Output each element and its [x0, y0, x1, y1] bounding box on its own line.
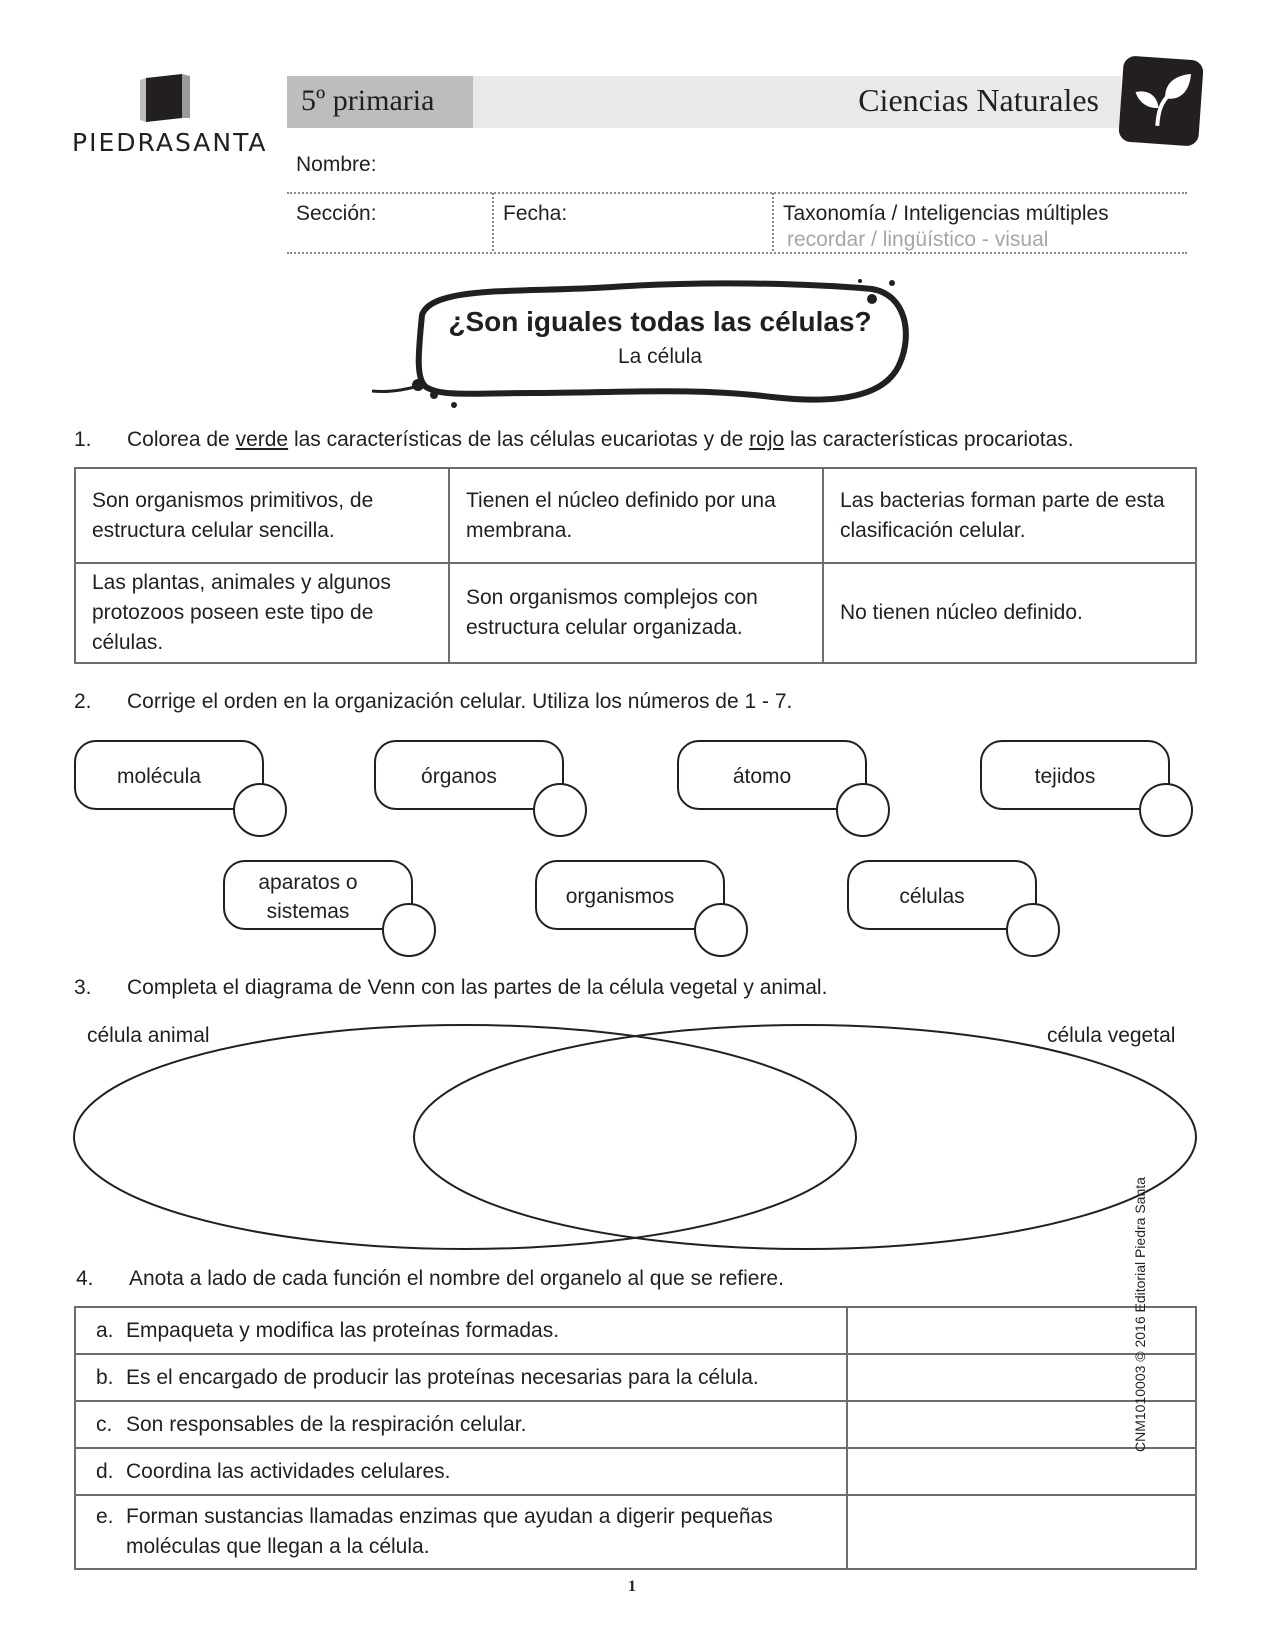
- question-text: Corrige el orden en la organización celular. Utiliza los números de 1 - 7.: [127, 690, 793, 713]
- question-3: [74, 976, 1194, 1006]
- ink-dot: [867, 294, 877, 304]
- question-text: [127, 428, 1074, 452]
- function-cell: [75, 1448, 847, 1495]
- copyright-note: CNM1010003 © 2016 Editorial Piedra Santa: [1132, 1177, 1148, 1452]
- row-letter: b.: [96, 1365, 114, 1389]
- level-label: organismos: [565, 885, 675, 908]
- function-text: Son responsables de la respiración celular.: [126, 1412, 527, 1436]
- function-text: Es el encargado de producir las proteínas necesarias para la célula.: [126, 1365, 759, 1389]
- question-number: 2.: [74, 690, 92, 713]
- publisher-name: PIEDRASANTA: [72, 128, 268, 157]
- grade-box: [287, 76, 473, 128]
- answer-cell[interactable]: [847, 1448, 1196, 1495]
- function-text: Coordina las actividades celulares.: [126, 1459, 451, 1483]
- venn-circle-animal: [74, 1025, 856, 1249]
- function-cell: [75, 1401, 847, 1448]
- characteristic-cell[interactable]: Tienen el núcleo definido por una membrana.: [449, 468, 823, 563]
- subject-badge: [1118, 55, 1204, 146]
- ink-dot: [858, 279, 862, 283]
- function-cell: [75, 1307, 847, 1354]
- nombre-label: Nombre:: [296, 153, 377, 176]
- question-number: 4.: [76, 1267, 94, 1290]
- level-label: células: [899, 885, 965, 908]
- ink-dot: [412, 379, 424, 391]
- level-label: órganos: [421, 765, 497, 788]
- subject-bar: [473, 76, 1121, 128]
- subject-title: Ciencias Naturales: [858, 82, 1099, 118]
- characteristic-cell[interactable]: Las plantas, animales y algunos protozoos poseen este tipo de células.: [75, 563, 449, 663]
- red-word: rojo: [749, 428, 785, 451]
- characteristic-cell[interactable]: No tienen núcleo definido.: [823, 563, 1196, 663]
- level-label: tejidos: [1034, 765, 1096, 788]
- seccion-label: Sección:: [296, 202, 377, 225]
- characteristics-table: [74, 467, 1197, 664]
- book-icon: [72, 72, 272, 124]
- venn-circle-vegetal: [414, 1025, 1196, 1249]
- number-circle[interactable]: [1006, 903, 1060, 957]
- fecha-label: Fecha:: [503, 202, 568, 225]
- number-circle[interactable]: [233, 783, 287, 837]
- venn-diagram[interactable]: [73, 1021, 1198, 1253]
- text-part: Colorea de: [127, 428, 236, 451]
- function-text: Forman sustancias llamadas enzimas que ayudan a digerir pequeñas moléculas que llegan a la célula.: [126, 1505, 773, 1558]
- level-label: molécula: [116, 765, 202, 788]
- function-cell: [75, 1495, 847, 1569]
- question-text: Completa el diagrama de Venn con las partes de la célula vegetal y animal.: [127, 976, 828, 999]
- level-label: aparatos o: [258, 871, 358, 894]
- row-letter: d.: [96, 1459, 114, 1483]
- divider: [772, 193, 774, 251]
- divider: [492, 193, 494, 251]
- number-circle[interactable]: [1139, 783, 1193, 837]
- title-frame: [372, 265, 932, 415]
- venn-label-vegetal: célula vegetal: [1047, 1024, 1176, 1047]
- number-circle[interactable]: [533, 783, 587, 837]
- question-number: 1.: [74, 428, 92, 451]
- question-1: [74, 428, 1194, 458]
- worksheet-title: ¿Son iguales todas las células?: [448, 306, 872, 337]
- ink-dot: [430, 391, 438, 399]
- taxonomia-value: recordar / lingüístico - visual: [787, 228, 1049, 251]
- worksheet-subtitle: La célula: [617, 345, 703, 368]
- characteristic-cell[interactable]: Las bacterias forman parte de esta clasificación celular.: [823, 468, 1196, 563]
- function-cell: [75, 1354, 847, 1401]
- page-number: 1: [628, 1578, 636, 1595]
- number-circle[interactable]: [382, 903, 436, 957]
- level-label: sistemas: [266, 900, 350, 923]
- publisher-logo: [72, 72, 272, 162]
- number-circle[interactable]: [836, 783, 890, 837]
- taxonomia-label: Taxonomía / Inteligencias múltiples: [783, 202, 1109, 225]
- function-text: Empaqueta y modifica las proteínas formadas.: [126, 1318, 560, 1342]
- organelle-table: [74, 1306, 1197, 1570]
- question-number: 3.: [74, 976, 92, 999]
- question-4: [76, 1267, 1196, 1297]
- text-part: las características procariotas.: [784, 428, 1074, 451]
- question-text: Anota a lado de cada función el nombre del organelo al que se refiere.: [129, 1267, 784, 1290]
- venn-label-animal: célula animal: [87, 1024, 210, 1047]
- grade-label: 5º primaria: [301, 84, 435, 117]
- answer-cell[interactable]: [847, 1495, 1196, 1569]
- ink-dot: [889, 280, 895, 286]
- characteristic-cell[interactable]: Son organismos primitivos, de estructura celular sencilla.: [75, 468, 449, 563]
- number-circle[interactable]: [694, 903, 748, 957]
- level-label: átomo: [732, 765, 792, 788]
- divider: [287, 192, 1187, 194]
- question-2: [74, 690, 1194, 720]
- divider: [287, 252, 1187, 254]
- characteristic-cell[interactable]: Son organismos complejos con estructura celular organizada.: [449, 563, 823, 663]
- ink-dot: [451, 402, 457, 408]
- row-letter: a.: [96, 1318, 114, 1342]
- row-letter: c.: [96, 1412, 113, 1436]
- row-letter: e.: [96, 1505, 114, 1528]
- text-part: las características de las células eucariotas y de: [288, 428, 750, 451]
- green-word: verde: [235, 428, 289, 451]
- leaf-icon: [1127, 66, 1195, 134]
